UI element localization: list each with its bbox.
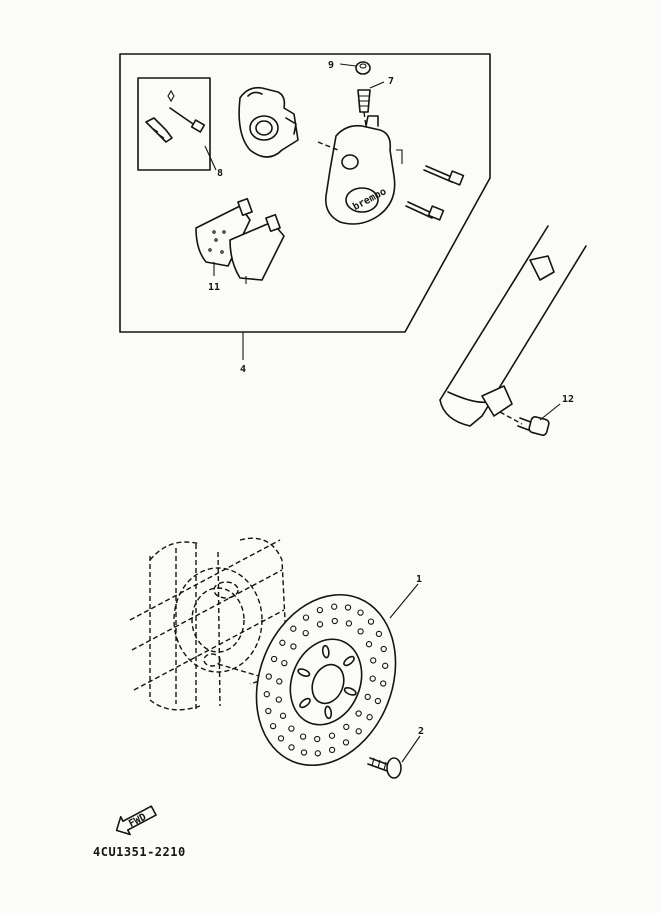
leader-2 <box>402 736 420 762</box>
callout-12: 12 <box>562 394 575 405</box>
fwd-label: FWD <box>127 811 149 830</box>
leader-7 <box>370 82 384 88</box>
bleeder-inset <box>138 78 216 170</box>
caliper-brand-mark: brembo <box>351 186 389 213</box>
brake-disc <box>232 574 423 787</box>
callout-7: 7 <box>388 76 395 87</box>
fork-bolt <box>518 416 550 436</box>
callout-2: 2 <box>418 726 425 737</box>
spring-clip-icon <box>146 118 172 142</box>
callout-9: 9 <box>328 60 335 71</box>
disc-screw <box>368 758 401 778</box>
part-code-label: 4CU1351-2210 <box>93 845 186 859</box>
callout-8: 8 <box>217 168 224 179</box>
bleed-screw <box>358 90 370 126</box>
callout-4: 4 <box>240 364 247 375</box>
bleed-cap <box>356 62 370 74</box>
leader-1 <box>390 584 418 618</box>
pin-icon <box>170 108 196 126</box>
caliper-assembly-frame <box>120 54 490 332</box>
leader-9 <box>340 64 356 66</box>
caliper-bolt-upper <box>424 166 463 185</box>
fwd-arrow-icon <box>112 802 158 839</box>
leader-12 <box>540 404 560 420</box>
seal-ring-icon <box>168 91 174 101</box>
callout-11: 11 <box>208 282 221 293</box>
caliper-half-right <box>318 116 402 224</box>
caliper-half-left <box>239 88 298 157</box>
caliper-bolt-lower <box>406 202 443 220</box>
callout-1: 1 <box>416 574 423 585</box>
brake-pad-set <box>196 199 284 284</box>
